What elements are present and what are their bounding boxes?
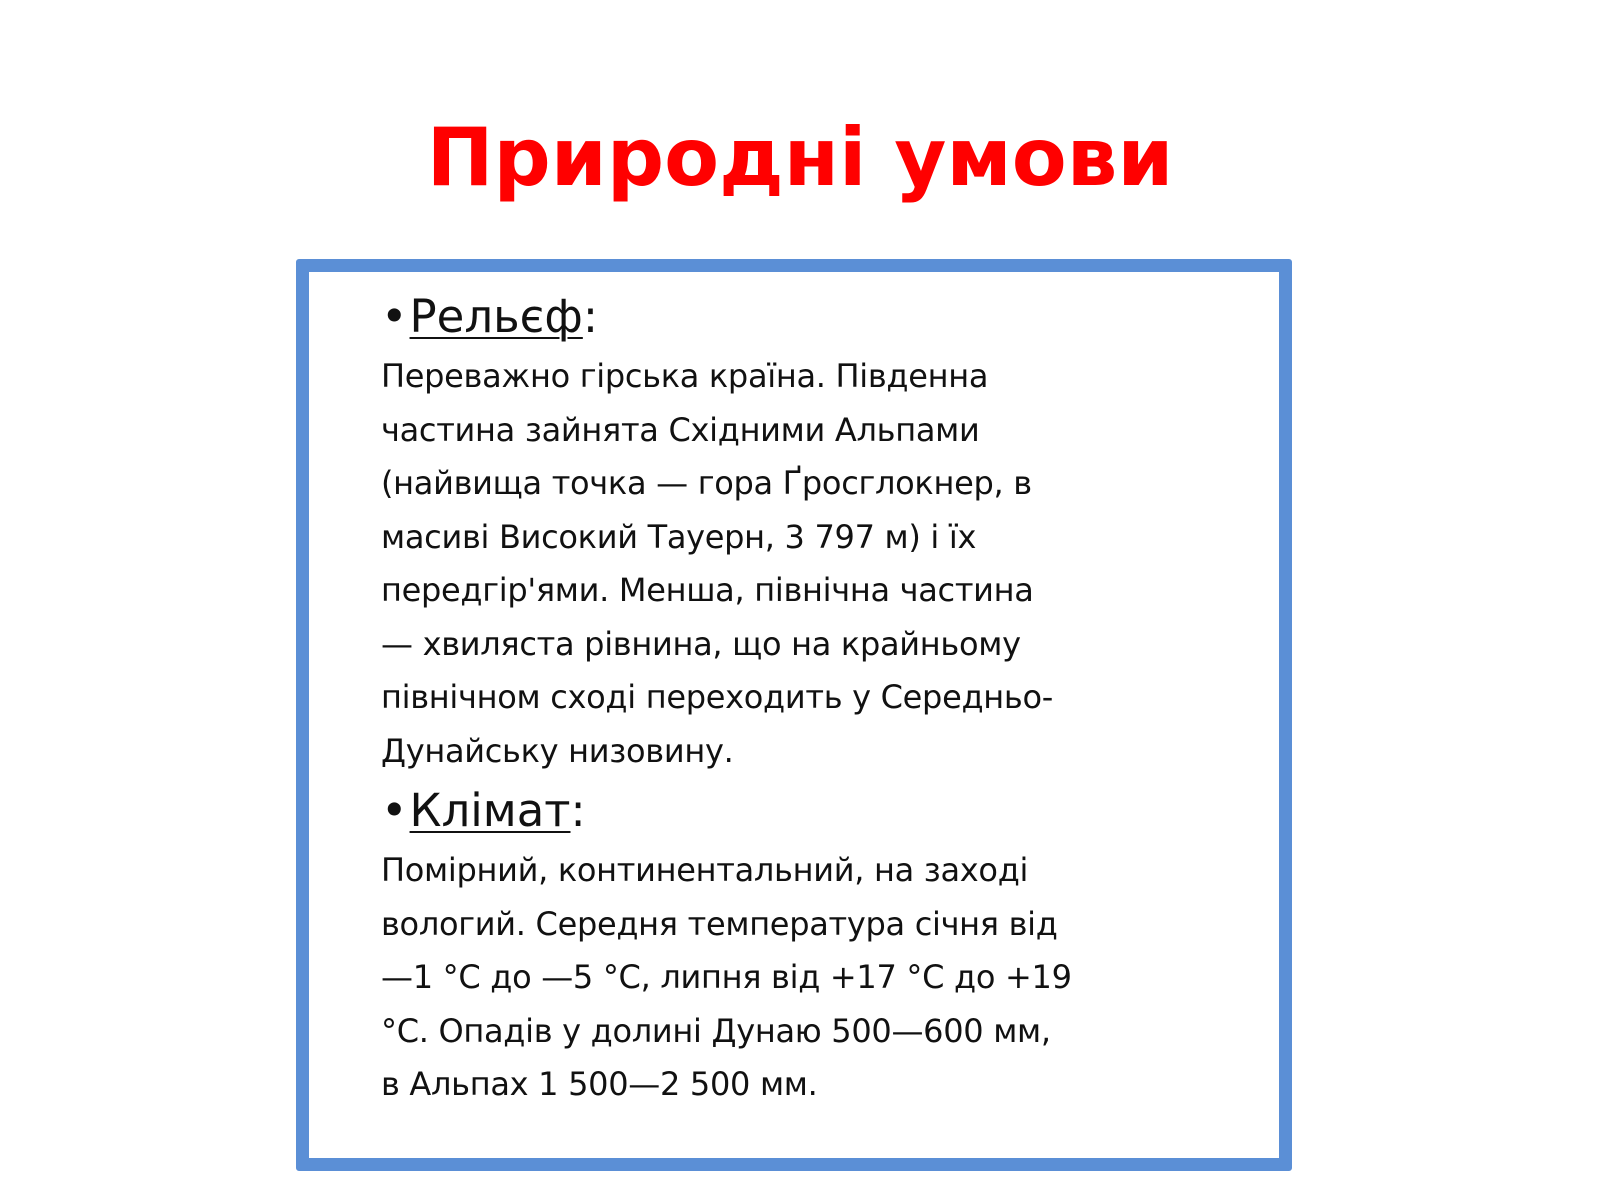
bullet-icon: •	[381, 784, 408, 837]
text-line: вологий. Середня температура січня від	[381, 904, 1058, 943]
text-line: (найвища точка — гора Ґросглокнер, в	[381, 464, 1032, 502]
slide-title: Природні умови	[426, 111, 1174, 204]
section-heading	[381, 782, 1161, 840]
text-line: Переважно гірська країна. Південна	[381, 357, 989, 395]
section-climate	[381, 782, 1161, 1112]
text-line: в Альпах 1 500—2 500 мм.	[381, 1065, 818, 1103]
text-line: —1 °C до —5 °C, липня від +17 °C до +19	[381, 958, 1072, 996]
heading-colon: :	[582, 290, 598, 343]
text-line: — хвиляста рівнина, що на крайньому	[381, 624, 1021, 663]
text-line: масиві Високий Тауерн, 3 797 м) і їх	[381, 517, 977, 556]
text-line: передгір'ями. Менша, північна частина	[381, 571, 1034, 609]
heading-label: Рельєф	[409, 290, 583, 343]
text-line: частина зайнята Східними Альпами	[381, 410, 980, 449]
text-line: Помірний, континентальний, на заході	[381, 851, 1029, 889]
heading-label: Клімат	[409, 784, 571, 837]
text-line: °C. Опадів у долині Дунаю 500—600 мм,	[381, 1011, 1051, 1050]
section-text	[381, 844, 1161, 1112]
heading-colon: :	[570, 784, 586, 837]
text-line: північном сході переходить у Середньо-	[381, 678, 1053, 716]
section-heading	[381, 288, 1161, 346]
section-relief	[381, 288, 1161, 778]
section-text	[381, 350, 1161, 778]
bullet-icon: •	[381, 290, 408, 343]
content-body	[381, 288, 1161, 1116]
text-line: Дунайську низовину.	[381, 731, 734, 770]
